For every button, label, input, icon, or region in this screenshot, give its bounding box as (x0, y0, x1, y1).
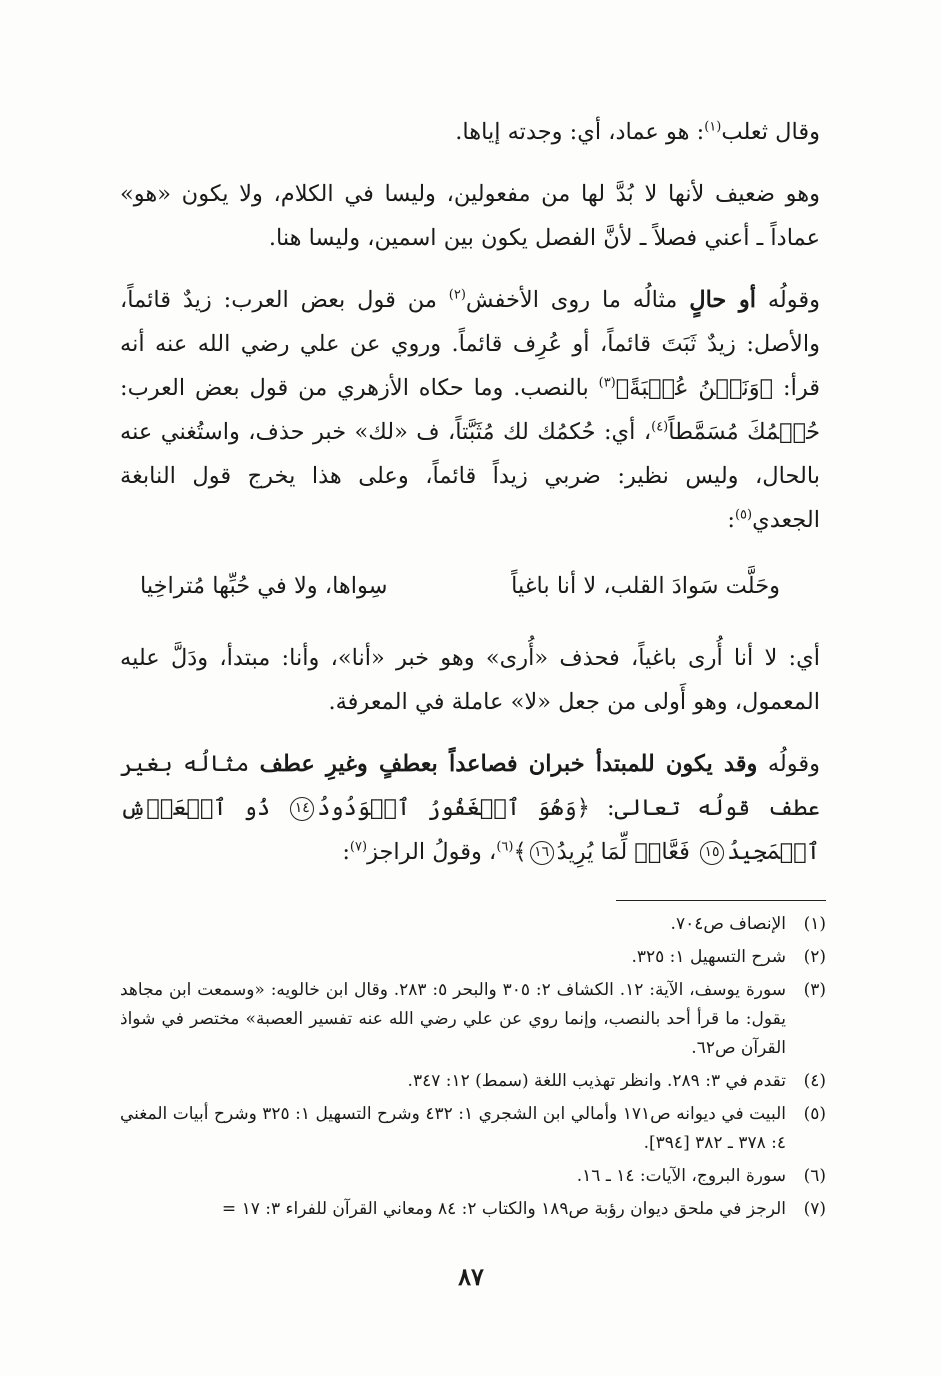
footnotes (120, 910, 826, 1228)
footnote-ref[interactable]: (٧) (349, 839, 368, 855)
footnote-text: شرح التسهيل ١: ٣٢٥. (631, 947, 786, 967)
text-run: وقولُه (755, 287, 820, 313)
footnote-text: سورة يوسف، الآية: ١٢. الكشاف ٢: ٣٠٥ والبحر ٥: ٢٨٣. وقال ابن خالويه: «وسمعت ابن مجاهد يقول: ما قرأ أحد بالنصب، وإنما روي عن علي رضي الله عنه تفسير العصبة» مختصر في شواذ القرآن ص٦٢. (120, 980, 786, 1058)
text-run: ذُو ٱلۡعَرۡشِ ٱلۡمَجِيدُ (120, 795, 820, 865)
footnote-ref[interactable]: (٦) (496, 839, 514, 855)
bold-term: أو حالٍ (689, 287, 756, 313)
footnote-text: تقدم في ٣: ٢٨٩. وانظر تهذيب اللغة (سمط) ١٢: ٣٤٧. (407, 1071, 786, 1091)
paragraph-5 (120, 742, 820, 874)
text-run: فَعَّالٞ لِّمَا يُرِيدُ (556, 839, 698, 865)
text-run: : (727, 507, 735, 533)
text-run: : (342, 839, 350, 865)
footnote-number: (٦) (803, 1166, 826, 1186)
text-run: من قول بعض العرب: زيدٌ قائماً، والأصل: زيدٌ ثَبَتَ قائماً، أو عُرِف قائماً. وروي عن علي رضي الله عنه أنه قرأ: ﴿وَنَحۡنُ عُصۡبَةً﴾ (120, 287, 820, 401)
ayah-number-marker: ١٦ (530, 841, 554, 865)
footnote-number: (٤) (803, 1071, 826, 1091)
ayah-number-marker: ١٥ (700, 841, 724, 865)
page-number: ٨٧ (458, 1262, 484, 1291)
footnote-ref[interactable]: (٢) (448, 287, 466, 303)
text-run: بالنصب. وما حكاه الأزهري من قول بعض العرب: حُكۡمُكَ مُسَمَّطاً (120, 375, 820, 445)
footnote-text: الرجز في ملحق ديوان رؤبة ص١٨٩ والكتاب ٢: ٨٤ ومعاني القرآن للفراء ٣: ١٧ = (221, 1199, 786, 1219)
text-run: وهو ضعيف لأنها لا بُدَّ لها من مفعولين، وليسا في الكلام، ولا يكون «هو» عماداً ـ أعني فصلاً ـ لأنَّ الفصل يكون بين اسمين، وليسا هنا. (120, 181, 820, 251)
footnote-number: (٥) (803, 1104, 826, 1124)
text-run: مثالُه بغير عطف قولُه تعالى: ﴿وَهُوَ ٱلۡغَفُورُ ٱلۡوَدُودُ (120, 751, 821, 821)
footnote-ref[interactable]: (٥) (734, 507, 753, 523)
footnote-text: البيت في ديوانه ص١٧١ وأمالي ابن الشجري ١: ٤٣٢ وشرح التسهيل ١: ٣٢٥ وشرح أبيات المغني ٤: ٣٧٨ ـ ٣٨٢ [٣٩٤]. (120, 1104, 786, 1153)
footnote-text: الإنصاف ص٧٠٤. (670, 914, 786, 934)
text-run: وقولُه (757, 751, 820, 777)
paragraph-3 (120, 278, 820, 542)
text-run: مثالُه ما روى الأخفش (465, 287, 690, 313)
footnote (120, 943, 826, 972)
footnote-ref[interactable]: (١) (704, 119, 722, 135)
footnote-number: (٣) (803, 980, 826, 1000)
footnote-separator (616, 900, 826, 901)
main-text (120, 110, 820, 892)
text-run: ، أي: حُكمُك لك مُثَبَّتاً، ف «لك» خبر حذف، واستُغني عنه بالحال، وليس نظير: ضربي زيداً قائماً، وعلى هذا يخرج قول النابغة الجعدي (120, 419, 820, 533)
footnote-number: (٢) (803, 947, 826, 967)
footnote-ref[interactable]: (٣) (598, 375, 616, 391)
bold-term: وقد يكون للمبتدأ خبران فصاعداً بعطفٍ وغيرِ عطف (259, 751, 758, 777)
text-run: ﴾ (513, 839, 527, 865)
footnote (120, 1067, 826, 1096)
footnote-ref[interactable]: (٤) (651, 419, 669, 435)
text-run: أي: لا أنا أُرى باغياً، فحذف «أُرى» وهو خبر «أنا»، وأنا: مبتدأ، ودَلَّ عليه المعمول، وهو أَولى من جعل «لا» عاملة في المعرفة. (120, 645, 820, 715)
footnote (120, 1195, 826, 1224)
footnote (120, 1100, 826, 1158)
text-run: : هو عماد، أي: وجدته إياها. (455, 119, 705, 145)
paragraph-1 (120, 110, 820, 154)
footnote-number: (١) (803, 914, 826, 934)
paragraph-4 (120, 636, 820, 724)
footnote-text: سورة البروج، الآيات: ١٤ ـ ١٦. (576, 1166, 786, 1186)
ayah-number-marker: ١٤ (290, 797, 314, 821)
footnote (120, 910, 826, 939)
text-run: ، وقولُ الراجز (367, 839, 497, 865)
paragraph-2 (120, 172, 820, 260)
verse-second-hemistich: سِواها، ولا في حُبِّها مُتراخِيا (140, 573, 388, 599)
footnote-number: (٧) (803, 1199, 826, 1219)
footnote (120, 976, 826, 1063)
verse-first-hemistich: وحَلَّت سَوادَ القلب، لا أنا باغياً (511, 573, 780, 599)
footnote (120, 1162, 826, 1191)
poetry-verse (140, 564, 780, 608)
text-run: وقال ثعلب (721, 119, 820, 145)
